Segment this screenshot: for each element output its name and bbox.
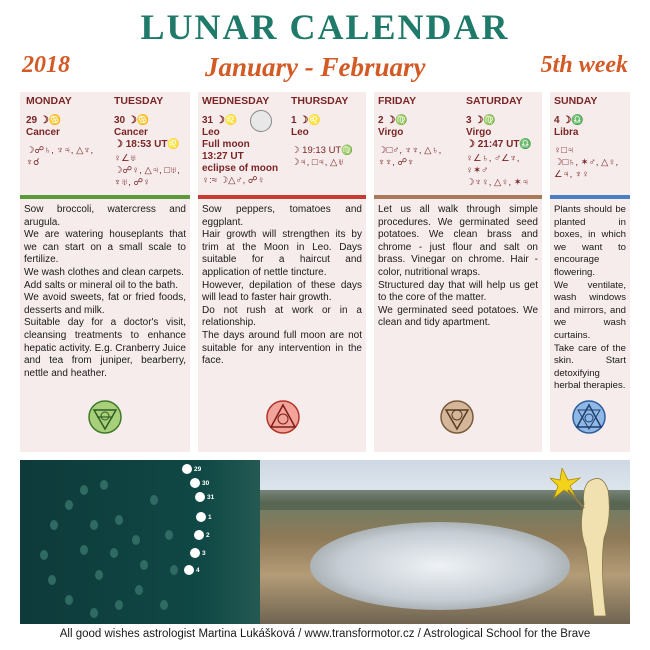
element-bar-water [550, 195, 630, 199]
moon-30-icon [190, 478, 200, 488]
moon-phase-icon [115, 515, 123, 525]
moon-phase-icon [40, 550, 48, 560]
advice-line: However, depilation of these days will lead to faster hair growth. [202, 279, 362, 304]
aspects: ☽□♂, ♆♆, △♄, ♆♆, ☍♆ [378, 145, 442, 168]
day-number: 3 ☽♍ [466, 115, 496, 126]
day-number: 4 ☽♎ [554, 115, 584, 126]
moon-sign: Leo [202, 127, 220, 138]
day-header-tuesday: TUESDAY [114, 95, 164, 107]
day-info-sunday [554, 115, 628, 181]
moon-phase-icon [100, 480, 108, 490]
advice-column-4 [554, 204, 626, 393]
full-moon-time: 13:27 UT [202, 151, 244, 162]
moon-phase-icon [135, 585, 143, 595]
moon-label-3: 3 [202, 550, 206, 557]
moon-phase-icon [80, 485, 88, 495]
moon-phase-icon [165, 530, 173, 540]
advice-line: We are watering houseplants that we can start on a small scale to fertilize. [24, 229, 186, 266]
months-label: January - February [205, 52, 426, 82]
moon-phase-icon [65, 595, 73, 605]
moon-4-icon [184, 565, 194, 575]
aspects: ☽☍♄, ♆♃, △♆, ♆☌ [26, 145, 94, 168]
day-header-monday: MONDAY [26, 95, 72, 107]
aspects: ♀∠♄, ♂∠♆, ♀✶♂ ☽♆♀, △♀, ✶♃ [466, 153, 529, 188]
day-info-saturday [466, 115, 542, 189]
moon-3-icon [190, 548, 200, 558]
day-header-sunday: SUNDAY [554, 95, 598, 107]
advice-line: Let us all walk through simple procedures. We germinated seed potatoes. We clean brass and chrome - just flour and salt on brass. Vinegar on chrome. Hair - color, nutritional wraps. [378, 204, 538, 278]
moon-phase-icon [150, 495, 158, 505]
day-info-tuesday [114, 115, 190, 189]
moon-31-icon [195, 492, 205, 502]
calendar-title: LUNAR CALENDAR [140, 7, 510, 47]
day-header-wednesday: WEDNESDAY [202, 95, 270, 107]
moon-label-2: 2 [206, 532, 210, 539]
advice-column-1 [24, 204, 186, 380]
moon-label-1: 1 [208, 514, 212, 521]
day-info-wednesday [202, 115, 284, 187]
moon-phase-icon [90, 608, 98, 618]
day-header-friday: FRIDAY [378, 95, 417, 107]
day-header-thursday: THURSDAY [291, 95, 349, 107]
moon-sign: Cancer [26, 127, 60, 138]
moon-phase-icon [95, 570, 103, 580]
moon-phase-icon [160, 600, 168, 610]
moon-sign: Virgo [466, 127, 492, 138]
moon-phase-icon [115, 600, 123, 610]
water-element-emblem-icon [572, 400, 606, 434]
advice-line: We ventilate, wash windows and mirrors, and we wash curtains. [554, 279, 626, 341]
advice-line: The days around full moon are not suitable for any intervention in the face. [202, 329, 362, 367]
day-number: 29 ☽♋ [26, 115, 62, 126]
moon-spiral-background [20, 460, 280, 624]
advice-line: Hair growth will strengthen its by trim at the Moon in Leo. Days suitable for a haircut and application of nettle tincture. [202, 229, 362, 278]
moon-sign: Leo [291, 127, 309, 138]
moon-phase-icon [65, 500, 73, 510]
ingress-time: ☽ 18:53 UT♌ [114, 139, 180, 150]
moon-phase-icon [140, 560, 148, 570]
day-info-thursday [291, 115, 365, 169]
moon-sign: Virgo [378, 127, 404, 138]
day-number: 31 ☽♌ [202, 115, 238, 126]
ingress-time: ☽ 19:13 UT♍ [291, 145, 354, 156]
footer-credits: All good wishes astrologist Martina Lukášková / www.transformotor.cz / Astrological School for the Brave [59, 628, 591, 640]
moon-label-4: 4 [196, 567, 200, 574]
advice-line: Structured day that will help us get to the core of the matter. [378, 279, 538, 304]
fire-element-emblem-icon [266, 400, 300, 434]
eclipse-label: eclipse of moon [202, 163, 279, 174]
advice-line: Plants should be planted in boxes, in which we want to encourage flowering. [554, 204, 626, 278]
full-moon-face-icon [250, 110, 272, 132]
moon-sign: Libra [554, 127, 579, 138]
day-info-friday [378, 115, 460, 169]
frozen-pond [310, 522, 570, 610]
aspects: ♀:≈ ☽△♂, ☍♀ [202, 175, 265, 186]
moon-label-29: 29 [194, 466, 202, 473]
aspects: ♀□♃ ☽□♄, ✶♂, △♀, ∠♃, ♆♀ [554, 145, 619, 180]
day-number: 2 ☽♍ [378, 115, 408, 126]
moon-sign: Cancer [114, 127, 148, 138]
earth-element-emblem-2-icon [440, 400, 474, 434]
advice-line: Sow broccoli, watercress and arugula. [24, 204, 186, 228]
advice-line: We germinated seed potatoes. We clean and tidy apartment. [378, 304, 538, 329]
illustration-photo [20, 460, 630, 624]
moon-phase-icon [90, 520, 98, 530]
moon-phase-icon [48, 575, 56, 585]
advice-line: Take care of the skin. Start detoxifying herbal therapies. [554, 342, 626, 392]
element-bar-fire [198, 195, 366, 199]
moon-2-icon [194, 530, 204, 540]
day-number: 1 ☽♌ [291, 115, 321, 126]
day-number: 30 ☽♋ [114, 115, 150, 126]
day-header-saturday: SATURDAY [466, 95, 523, 107]
full-moon-label: Full moon [202, 139, 250, 150]
advice-line: Suitable day for a doctor's visit, cleansing treatments to enhance hepatic activity. E.g. Cranberry Juice and tea from juniper, bearberry, nettle and heather. [24, 317, 186, 379]
element-bar-earth-2 [374, 195, 542, 199]
ingress-time: ☽ 21:47 UT♎ [466, 139, 532, 150]
advice-line: We avoid sweets, fat or fried foods, desserts and milk. [24, 292, 186, 316]
advice-line: Sow peppers, tomatoes and eggplant. [202, 204, 362, 228]
week-label: 5th week [540, 52, 628, 78]
moon-label-30: 30 [202, 480, 210, 487]
moon-29-icon [182, 464, 192, 474]
moon-phase-icon [110, 548, 118, 558]
advice-column-3 [378, 204, 538, 330]
moon-label-31: 31 [207, 494, 215, 501]
advice-line: Add salts or mineral oil to the bath. [24, 279, 178, 291]
advice-column-2 [202, 204, 362, 368]
aspects: ♀∠♅ ☽☍♀, △♃, □♅, ♆♅, ☍♀ [114, 153, 180, 188]
moon-1-icon [196, 512, 206, 522]
element-bar-earth [20, 195, 190, 199]
moon-phase-icon [132, 535, 140, 545]
moon-phase-icon [50, 520, 58, 530]
earth-element-emblem-icon [88, 400, 122, 434]
aspects: ☽♃, □♃, △♅ [291, 157, 345, 168]
moon-goddess-figure [550, 468, 620, 618]
day-info-monday [26, 115, 106, 169]
advice-line: We wash clothes and clean carpets. [24, 266, 184, 278]
moon-phase-icon [170, 565, 178, 575]
year-label: 2018 [22, 52, 70, 78]
moon-phase-icon [80, 545, 88, 555]
advice-line: Do not rush at work or in a relationship. [202, 304, 362, 329]
